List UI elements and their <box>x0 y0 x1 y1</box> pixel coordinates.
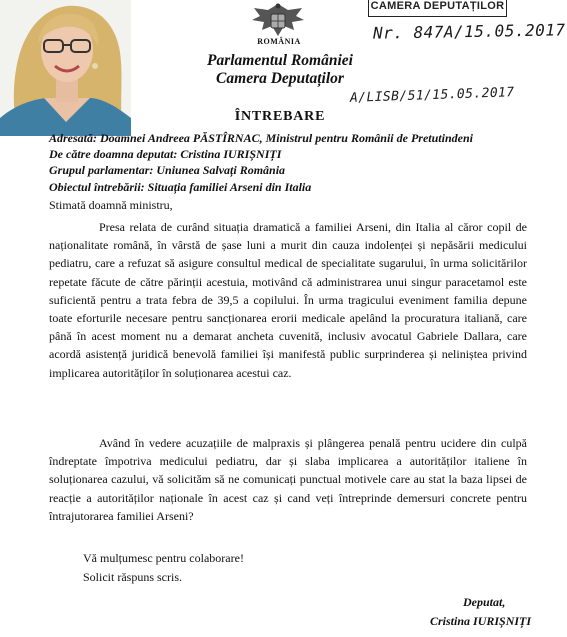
addressee-label: Adresată: <box>49 131 97 145</box>
group-line: Grupul parlamentar: Uniunea Salvați România <box>49 163 286 177</box>
signature-name: Cristina IURIȘNIȚI <box>430 614 532 628</box>
subject-line <box>49 180 311 195</box>
body-paragraph-2 <box>49 434 527 525</box>
paragraph-2-text: Având în vedere acuzațiile de malpraxis și plângerea penală pentru ucidere din culpă îndreptate împotriva medicului pediatru, dar și slaba implicarea a autorităților italiene în soluționarea cazului, vă solicităm să ne comunicați punctual motivele care au stat la baza lipsei de reacție a autorităților naționale în acest caz și cand veți întreprinde demersuri concrete pentru întrajutorarea familiei Arseni? <box>49 436 527 523</box>
country-label: ROMÂNIA <box>257 37 301 46</box>
paragraph-1-text: Presa relata de curând situația dramatică a familiei Arseni, din Italia al căror copil de naționalitate română, în vârstă de șase luni a murit din cauza indolenței și nepăsării medicului pediatru, care a refuzat să asigure consultul medical de specialitate sugarului, în urma solicitărilor repetate făcute de către părinții acestuia, motivând că administrarea unui singur paracetamol este suficientă pentru a trata febra de 39,5 a copilului. În urma tragicului eveniment familia depune toate eforturile necesare pentru sancționarea erorii medicale apelând la procuratura italiană, care până în acest moment nu a demarat ancheta cuvenită, inclusiv avocatul Gabriele Dallara, care acordă asistență juridică benevolă familiei își manifestă public surprinderea și neliniștea privind implicarea autorităților în soluționarea acestui caz. <box>49 220 527 380</box>
reference-number: A/LISB/51/15.05.2017 <box>349 85 515 106</box>
document-title: ÎNTREBARE <box>234 109 326 124</box>
from-line: De către doamna deputat: Cristina IURIȘNIȚI <box>49 147 282 161</box>
addressee-value: Doamnei Andreea PĂSTÎRNAC, Ministrul pentru Românii de Pretutindeni <box>100 131 473 145</box>
thanks-line: Vă mulțumesc pentru colaborare! <box>83 551 244 565</box>
institution-chamber: Camera Deputaților <box>216 70 344 87</box>
institution-parliament: Parlamentul României <box>207 52 353 69</box>
registration-stamp: CAMERA DEPUTAȚILOR <box>368 0 507 17</box>
subject-label: Obiectul întrebării: <box>49 180 145 194</box>
signature-title: Deputat, <box>463 595 506 609</box>
registration-number: Nr. 847A/15.05.2017 <box>372 20 566 43</box>
greeting: Stimată doamnă ministru, <box>49 198 173 212</box>
coat-of-arms-icon <box>250 2 306 38</box>
deputy-photo <box>0 0 131 136</box>
body-paragraph-1 <box>49 218 527 382</box>
request-line: Solicit răspuns scris. <box>83 570 182 584</box>
addressee-line <box>49 131 473 146</box>
subject-value: Situația familiei Arseni din Italia <box>147 180 312 194</box>
